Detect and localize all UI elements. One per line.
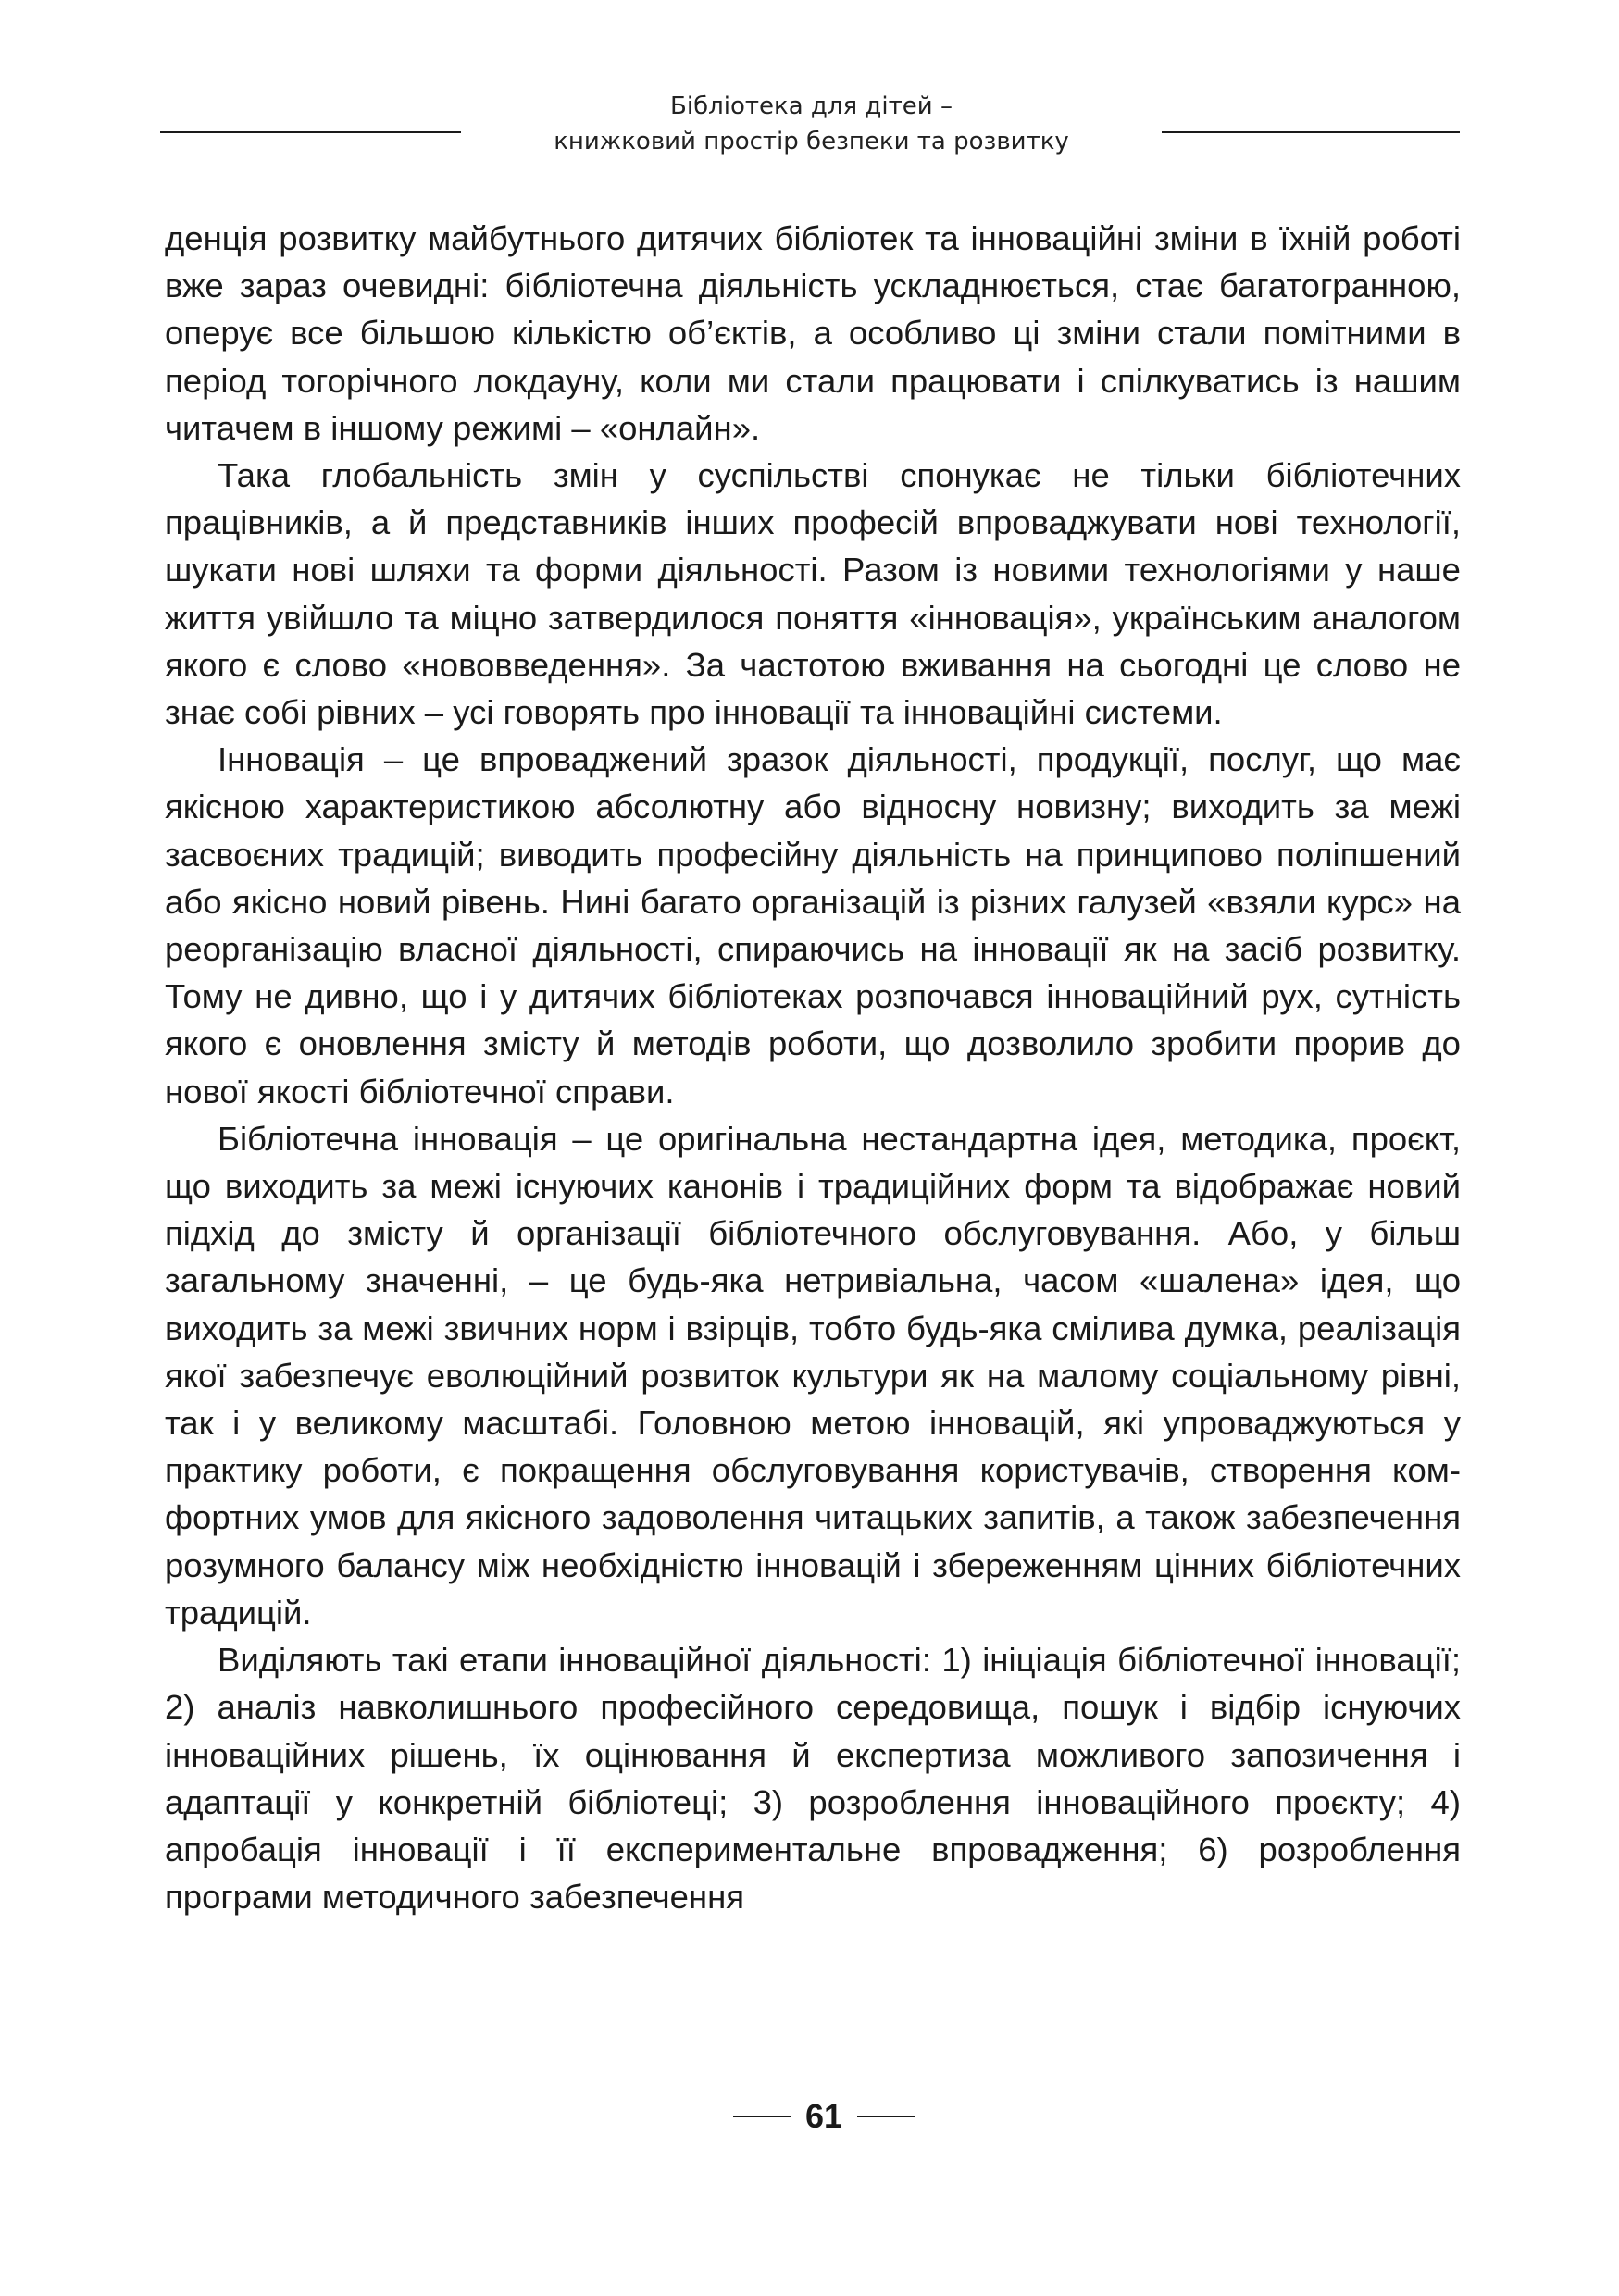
header-title-line-2: книжковий простір безпеки та розвитку [554,128,1069,155]
header-title [461,89,1162,159]
footer-rule-left [733,2116,791,2117]
header-title-line-1: Бібліотека для дітей – [670,93,953,120]
paragraph: Інновація – це впроваджений зразок діяльності, продукції, послуг, що має якісною характеристикою абсолютну або відносну новизну; виходить за межі засвоєних традицій; виводить професійну діяльність на принципово поліпшений або якісно новий рівень. Нині багато організацій із різних галузей «взяли курс» на реорганізацію власної діяльності, спираючись на інновації як на засіб розвитку. Тому не дивно, що і у дитячих бібліотеках розпочався інноваційний рух, сутність якого є оновлення змісту й методів роботи, що дозволило зробити прорив до нової якості бібліотечної справи. [165,740,1461,1111]
header-rule-left [160,131,461,133]
paragraph: денція розвитку майбутнього дитячих бібліотек та інноваційні зміни в їхній роботі вже зараз очевидні: бібліотечна діяльність ускладнюється, стає багатогранною, оперує все більшою кількістю об’єктів, а особливо ці зміни стали помітними в період тогорічного локдауну, коли ми стали працювати і спілкуватись із нашим читачем в іншому режимі – «онлайн». [165,219,1461,447]
running-header [0,89,1619,172]
body-text [165,215,1461,1920]
page-footer [0,2093,1619,2140]
page-number: 61 [804,2097,843,2135]
paragraph: Виділяють такі етапи інноваційної діяльності: 1) ініціація бібліотечної інновації; 2) аналіз навколишнього професійного середовища, пошук і відбір існуючих інноваційних рішень, їх оцінювання й експертиза можливого запозичення і адаптації у конкретній бібліотеці; 3) розроблення інноваційного проєкту; 4) апробація інновації і її експериментальне впровадження; 6) розроблення програми методичного забезпечення [165,1641,1461,1917]
footer-rule-right [857,2116,915,2117]
paragraph: Така глобальність змін у суспільстві спонукає не тільки бібліотечних працівників, а й представників інших професій впроваджувати нові технології, шукати нові шляхи та форми діяльності. Разом із новими технологіями у наше життя увійшло та міцно затвердилося поняття «інновація», українським аналогом якого є слово «нововведення». За частотою вживання на сьогодні це слово не знає собі рівних – усі говорять про інновації та інноваційні системи. [165,456,1461,732]
paragraph: Бібліотечна інновація – це оригінальна нестандартна ідея, методика, проєкт, що виходить за межі існуючих канонів і традиційних форм та відображає новий підхід до змісту й організації бібліотечного обслуговування. Або, у більш загальному значенні, – це будь-яка нетривіальна, часом «шалена» ідея, що виходить за межі звичних норм і взірців, тобто будь-яка смілива думка, реалізація якої забезпечує еволюційний розвиток культури як на малому соціальному рівні, так і у великому масштабі. Головною метою інновацій, які упроваджуються у практику роботи, є покращення обслуговування користувачів, створення комфортних умов для якісного задоволення читацьких запитів, а також забезпечення розумного балансу між необхідністю інновацій і збереженням цінних бібліотечних традицій. [165,1119,1461,1632]
header-rule-right [1162,131,1460,133]
